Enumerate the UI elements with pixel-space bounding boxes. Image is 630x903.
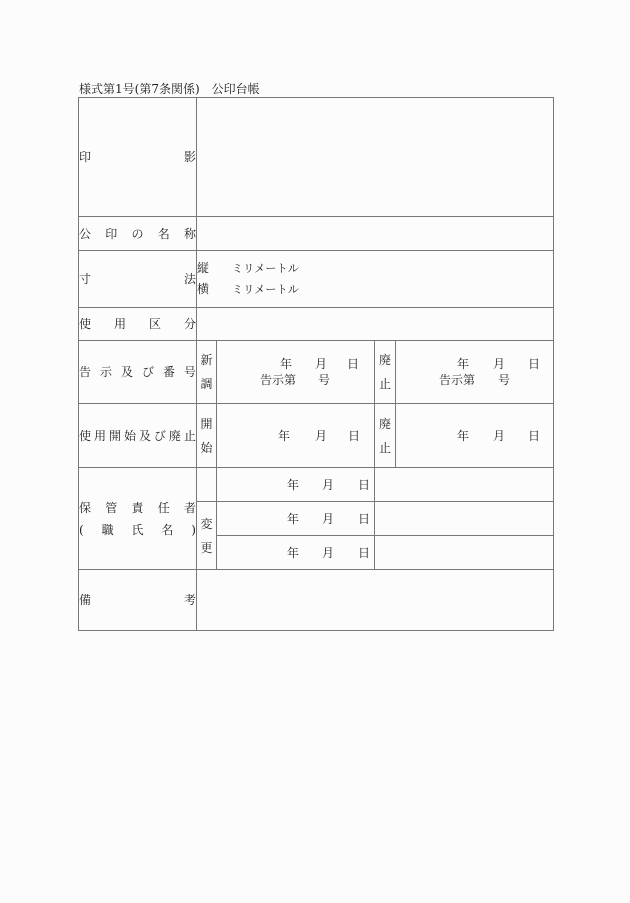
width-label: 横 — [197, 282, 210, 296]
label-char: 備 — [79, 593, 92, 607]
seal-name-field — [197, 217, 554, 251]
label-usage-period — [79, 404, 197, 468]
label-char: 新 — [200, 353, 213, 367]
usage-start-field — [217, 404, 375, 468]
height-label: 縦 — [197, 261, 210, 275]
row-dimensions — [79, 251, 554, 308]
label-char: 名 — [161, 522, 174, 537]
label-char: 始 — [123, 428, 136, 443]
notice-new-field — [217, 341, 375, 404]
month-unit: 月 — [493, 357, 506, 371]
label-char: 廃 — [378, 353, 391, 367]
label-char: 止 — [183, 428, 196, 443]
label-char: 保 — [79, 500, 92, 515]
month-unit: 月 — [322, 511, 335, 526]
label-custodian — [79, 468, 197, 570]
label-char: 寸 — [79, 272, 92, 286]
label-char: 管 — [105, 500, 118, 515]
notice-suffix: 号 — [498, 373, 511, 387]
seal-impression-field — [197, 98, 554, 217]
year-unit: 年 — [287, 511, 300, 526]
label-char: ) — [191, 522, 196, 537]
label-char: 法 — [183, 272, 196, 286]
label-char: 職 — [101, 522, 114, 537]
label-char: 及 — [138, 428, 151, 443]
custodian-date-1 — [217, 468, 375, 502]
notice-suffix: 号 — [318, 373, 331, 387]
month-unit: 月 — [322, 545, 335, 560]
label-char: 使 — [79, 317, 92, 331]
notice-prefix: 告示第 — [260, 373, 297, 387]
label-char: 調 — [200, 377, 213, 391]
label-char: 止 — [378, 440, 391, 455]
label-char: 止 — [378, 377, 391, 391]
label-seal-name — [79, 217, 197, 251]
year-unit: 年 — [457, 428, 470, 443]
label-char: 及 — [120, 365, 133, 379]
label-char: 考 — [183, 593, 196, 607]
label-char: 使 — [79, 428, 92, 443]
label-char: 廃 — [168, 428, 181, 443]
day-unit: 日 — [528, 357, 541, 371]
notice-abolished-date — [396, 356, 553, 372]
label-notice — [79, 341, 197, 404]
month-unit: 月 — [315, 357, 328, 371]
custodian-date-2 — [217, 502, 375, 536]
custodian-name-1 — [375, 468, 554, 502]
row-seal-impression — [79, 98, 554, 217]
usage-start-date — [217, 428, 374, 444]
month-unit: 月 — [315, 428, 328, 443]
label-char: び — [141, 365, 154, 379]
notice-abolished-label — [375, 341, 396, 404]
notice-new-number — [217, 372, 374, 388]
label-char: 更 — [200, 540, 213, 555]
custodian-name-3 — [375, 536, 554, 570]
label-char: 開 — [108, 428, 121, 443]
remarks-field — [197, 570, 554, 631]
day-unit: 日 — [528, 428, 541, 443]
notice-abolished-number — [396, 372, 553, 388]
label-char: 氏 — [131, 522, 144, 537]
custodian-date-3 — [217, 536, 375, 570]
row-usage-period — [79, 404, 554, 468]
row-notice — [79, 341, 554, 404]
label-usage-category — [79, 308, 197, 341]
usage-end-label — [375, 404, 396, 468]
month-unit: 月 — [493, 428, 506, 443]
year-unit: 年 — [287, 477, 300, 492]
label-char: 開 — [200, 416, 213, 431]
year-unit: 年 — [278, 428, 291, 443]
custodian-name-2 — [375, 502, 554, 536]
label-char: ( — [79, 522, 84, 537]
usage-end-field — [396, 404, 554, 468]
width-unit: ミリメートル — [232, 283, 299, 296]
label-char: 変 — [200, 516, 213, 531]
year-unit: 年 — [287, 545, 300, 560]
label-remarks — [79, 570, 197, 631]
year-unit: 年 — [457, 357, 470, 371]
label-char: 者 — [183, 500, 196, 515]
label-char: 名 — [157, 226, 170, 241]
year-unit: 年 — [280, 357, 293, 371]
day-unit: 日 — [358, 545, 371, 560]
day-unit: 日 — [348, 428, 361, 443]
height-unit: ミリメートル — [232, 262, 299, 275]
label-char: 公 — [79, 226, 92, 241]
label-char: び — [153, 428, 166, 443]
dimension-height — [197, 258, 553, 279]
notice-new-date — [217, 356, 374, 372]
usage-end-date — [396, 428, 553, 444]
usage-category-field — [197, 308, 554, 341]
label-char: 番 — [162, 365, 175, 379]
custodian-initial-marker — [197, 468, 217, 502]
label-char: 号 — [183, 365, 196, 379]
dimensions-field — [197, 251, 554, 308]
label-char: 責 — [131, 500, 144, 515]
label-char: 示 — [99, 365, 112, 379]
label-seal-impression — [79, 98, 197, 217]
label-char: 印 — [79, 150, 92, 164]
usage-start-label — [197, 404, 217, 468]
notice-prefix: 告示第 — [439, 373, 476, 387]
day-unit: 日 — [358, 477, 371, 492]
label-char: 用 — [93, 428, 106, 443]
label-char: 告 — [79, 365, 92, 379]
day-unit: 日 — [358, 511, 371, 526]
notice-new-label — [197, 341, 217, 404]
label-char: 用 — [113, 317, 126, 331]
label-char: 称 — [183, 226, 196, 241]
label-char: 廃 — [378, 416, 391, 431]
label-char: 印 — [105, 226, 118, 241]
label-char: 区 — [148, 317, 161, 331]
label-char: 影 — [183, 150, 196, 164]
month-unit: 月 — [322, 477, 335, 492]
label-char: 始 — [200, 440, 213, 455]
dimension-width — [197, 279, 553, 300]
label-char: 任 — [157, 500, 170, 515]
row-seal-name — [79, 217, 554, 251]
document-title: 様式第1号(第7条関係) 公印台帳 — [79, 82, 260, 96]
custodian-change-label — [197, 502, 217, 570]
day-unit: 日 — [347, 357, 360, 371]
row-custodian-1 — [79, 468, 554, 502]
label-char: 分 — [183, 317, 196, 331]
row-usage-category — [79, 308, 554, 341]
label-dimensions — [79, 251, 197, 308]
seal-ledger-table — [78, 97, 554, 631]
row-remarks — [79, 570, 554, 631]
notice-abolished-field — [396, 341, 554, 404]
label-char: の — [131, 226, 144, 241]
